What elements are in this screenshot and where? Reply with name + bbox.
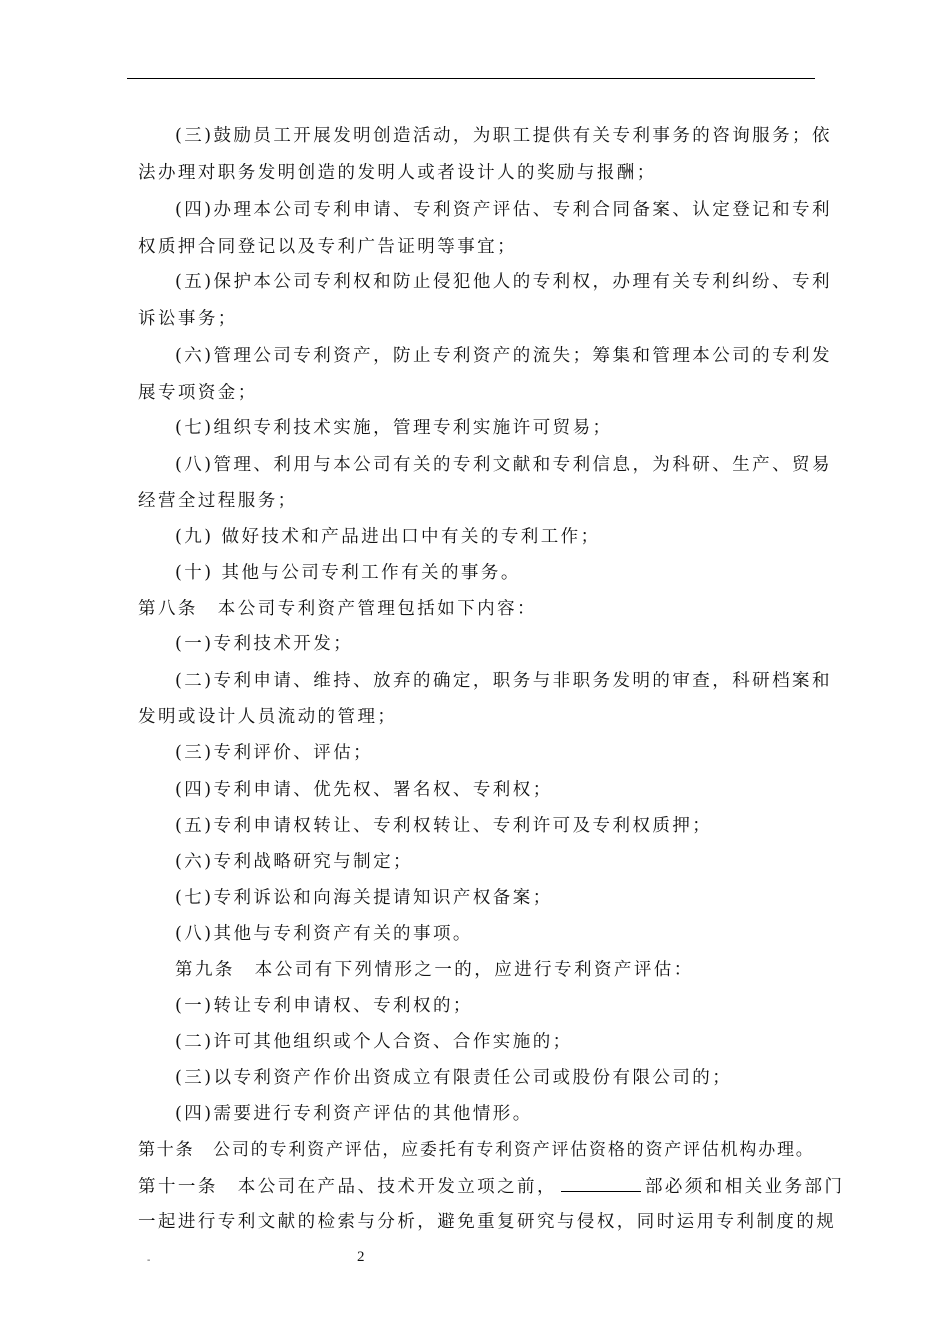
article-text-part: 第十一条 本公司在产品、技术开发立项之前， <box>138 1177 557 1197</box>
paragraph-line: (六)管理公司专利资产，防止专利资产的流失；筹集和管理本公司的专利发 <box>175 346 832 366</box>
article-heading: 第九条 本公司有下列情形之一的，应进行专利资产评估： <box>175 960 694 980</box>
page-number: 2 <box>357 1249 365 1265</box>
paragraph-line: (八)其他与专利资产有关的事项。 <box>175 924 473 944</box>
paragraph-line: (三)以专利资产作价出资成立有限责任公司或股份有限公司的； <box>175 1068 733 1088</box>
fill-in-blank <box>561 1175 641 1192</box>
paragraph-line: 发明或设计人员流动的管理； <box>138 707 398 727</box>
paragraph-line: (七)专利诉讼和向海关提请知识产权备案； <box>175 888 553 908</box>
article-heading: 第十条 公司的专利资产评估，应委托有专利资产评估资格的资产评估机构办理。 <box>138 1140 813 1160</box>
paragraph-line: (五)保护本公司专利权和防止侵犯他人的专利权，办理有关专利纠纷、专利 <box>175 272 832 292</box>
paragraph-line: 法办理对职务发明创造的发明人或者设计人的奖励与报酬； <box>138 163 657 183</box>
paragraph-line: 经营全过程服务； <box>138 491 298 511</box>
article-heading <box>138 1175 845 1197</box>
paragraph-line: (四)专利申请、优先权、署名权、专利权； <box>175 780 553 800</box>
paragraph-line: (六)专利战略研究与制定； <box>175 852 414 872</box>
paragraph-line: (八)管理、利用与本公司有关的专利文献和专利信息，为科研、生产、贸易 <box>175 455 832 475</box>
article-text-part: 部必须和相关业务部门 <box>644 1177 845 1197</box>
paragraph-line: 权质押合同登记以及专利广告证明等事宜； <box>138 237 518 257</box>
paragraph-line: (四)办理本公司专利申请、专利资产评估、专利合同备案、认定登记和专利 <box>175 200 832 220</box>
paragraph-line: (二)专利申请、维持、放弃的确定，职务与非职务发明的审查，科研档案和 <box>175 671 832 691</box>
paragraph-line: (二)许可其他组织或个人合资、合作实施的； <box>175 1032 573 1052</box>
paragraph-line: (三)专利评价、评估； <box>175 743 374 763</box>
paragraph-line: (一)专利技术开发； <box>175 634 354 654</box>
paragraph-line: 展专项资金； <box>138 383 258 403</box>
paragraph-line: (五)专利申请权转让、专利权转让、专利许可及专利权质押； <box>175 816 713 836</box>
paragraph-line: 诉讼事务； <box>138 309 238 329</box>
paragraph-line: (七)组织专利技术实施，管理专利实施许可贸易； <box>175 418 613 438</box>
paragraph-line: (四)需要进行专利资产评估的其他情形。 <box>175 1104 533 1124</box>
paragraph-line: (十) 其他与公司专利工作有关的事务。 <box>175 563 521 583</box>
paragraph-line: (一)转让专利申请权、专利权的； <box>175 996 473 1016</box>
footer-mark: - <box>147 1255 151 1266</box>
paragraph-line: (九) 做好技术和产品进出口中有关的专利工作； <box>175 527 601 547</box>
paragraph-line: (三)鼓励员工开展发明创造活动，为职工提供有关专利事务的咨询服务；依 <box>175 126 832 146</box>
paragraph-line: 一起进行专利文献的检索与分析，避免重复研究与侵权，同时运用专利制度的规 <box>138 1212 837 1232</box>
article-heading: 第八条 本公司专利资产管理包括如下内容： <box>138 599 537 619</box>
